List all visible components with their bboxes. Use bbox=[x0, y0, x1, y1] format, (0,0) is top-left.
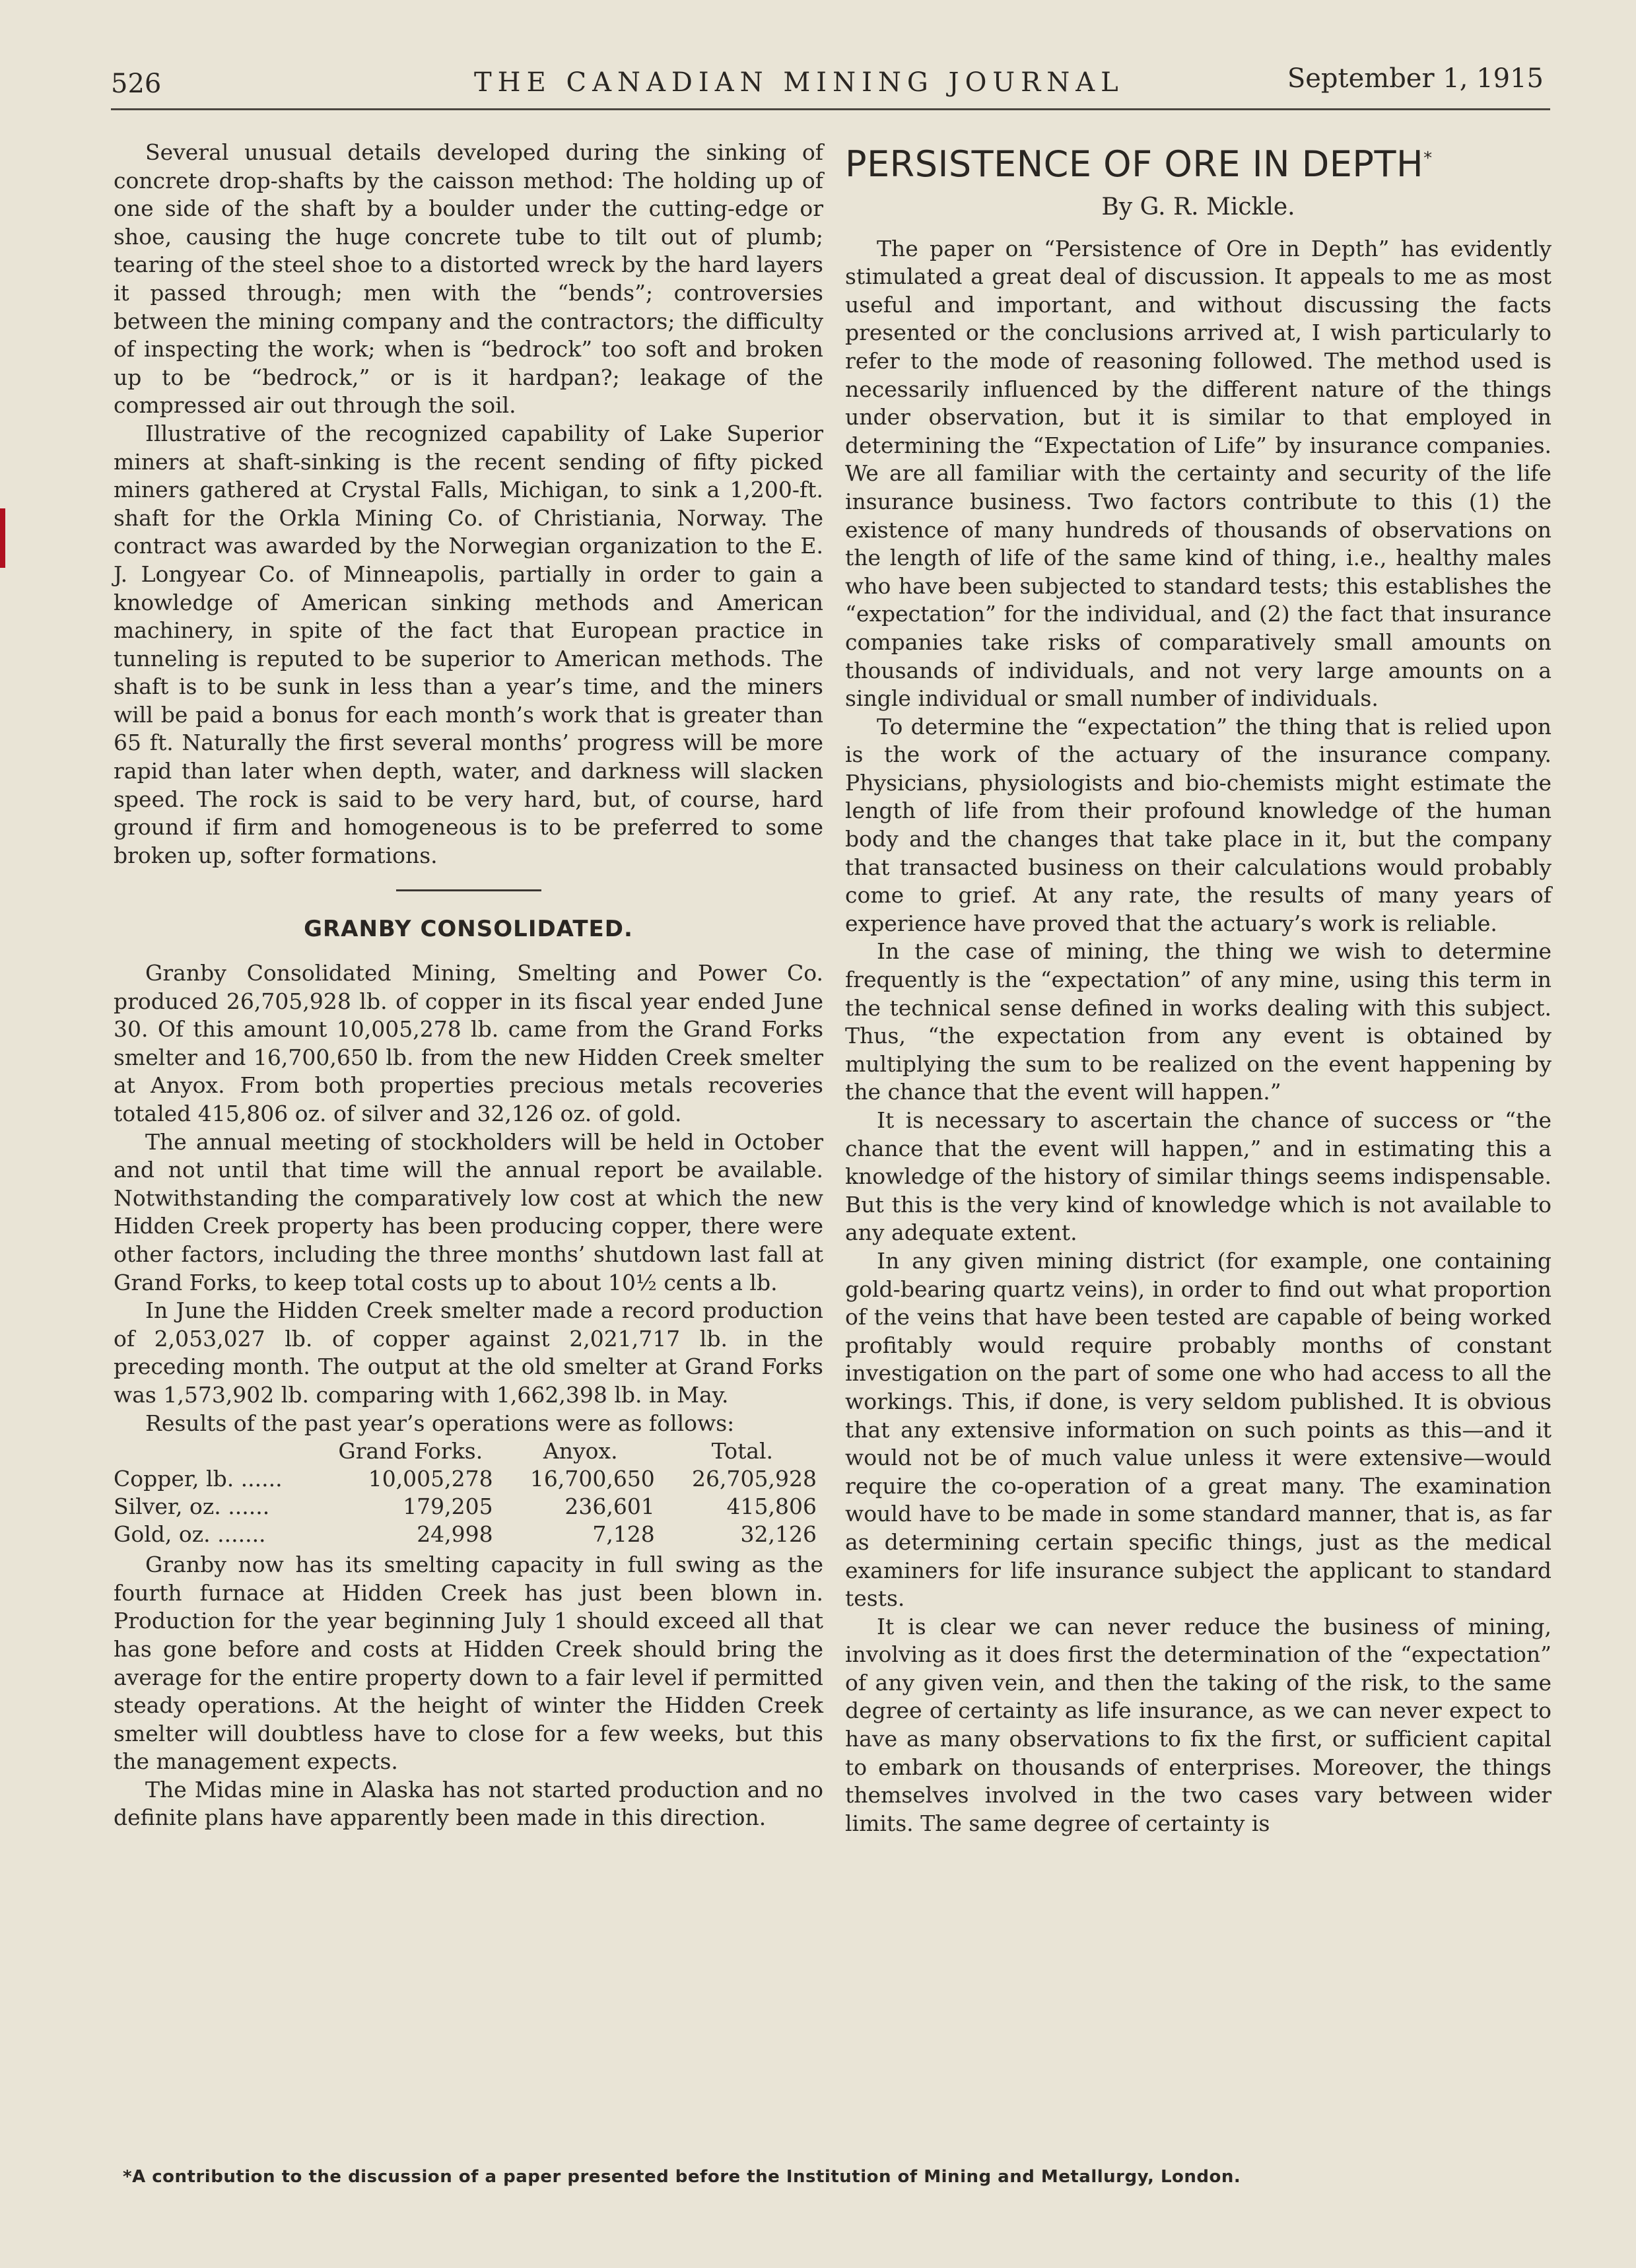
byline: By G. R. Mickle. bbox=[1101, 193, 1295, 221]
paragraph: In any given mining district (for example, one containing gold-bearing quartz veins), in order to find out what proportion of the veins that have been tested are capable of being worked profitably would require probably months of constant investigation on the part of some one who had access to all the workings. This, if done, is very seldom published. It is obvious that any extensive information on such points as this—and it would not be of much value unless it were extensive—would require the co-operation of a great many. The examination would have to be made in some standard manner, that is, as far as determining certain specific things, just as the medical examiners for life insurance subject the applicant to standard tests. bbox=[845, 1247, 1551, 1612]
table-header-row bbox=[114, 1437, 823, 1465]
table-cell: 26,705,928 bbox=[692, 1466, 817, 1492]
paragraph: In the case of mining, the thing we wish to determine frequently is the “expectation” of any mine, using this term in the technical sense defined in works dealing with this subject. Thus, “the expectation from any event is obtained by multiplying the sum to be realized on the event happening by the chance that the event will happen.” bbox=[845, 938, 1551, 1105]
left-column bbox=[114, 139, 823, 1832]
table-row bbox=[114, 1493, 823, 1521]
table-cell: Gold, oz. ....... bbox=[114, 1521, 266, 1548]
results-table bbox=[114, 1437, 823, 1548]
page-header bbox=[111, 61, 1550, 107]
paragraph: Granby Consolidated Mining, Smelting and Power Co. produced 26,705,928 lb. of copper in its fiscal year ended June 30. Of this amount 10,005,278 lb. came from the Grand Forks smelter and 16,700,650 lb. from the new Hidden Creek smelter at Anyox. From both properties precious metals recoveries totaled 415,806 oz. of silver and 32,126 oz. of gold. bbox=[114, 960, 823, 1126]
granby-heading: GRANBY CONSOLIDATED. bbox=[304, 916, 633, 943]
header-rule bbox=[111, 108, 1550, 110]
article-title-text: PERSISTENCE OF ORE IN DEPTH bbox=[845, 143, 1424, 185]
table-cell: 179,205 bbox=[403, 1494, 493, 1520]
paragraph: The paper on “Persistence of Ore in Depth” has evidently stimulated a great deal of discussion. It appeals to me as most useful and important, and without discussing the facts presented or the conclusions arrived at, I wish particularly to refer to the mode of reasoning followed. The method used is necessarily influenced by the different nature of the things under observation, but it is similar to that employed in determining the “Expectation of Life” by insurance companies. We are all familiar with the certainty and security of the life insurance business. Two factors contribute to this (1) the existence of many hundreds of thousands of observations on the length of life of the same kind of thing, i.e., healthy males who have been subjected to standard tests; this establishes the “expectation” for the individual, and (2) the fact that insurance companies take risks of comparatively small amounts on thousands of individuals, and not very large amounts on a single individual or small number of individuals. bbox=[845, 235, 1551, 712]
paragraph: In June the Hidden Creek smelter made a record production of 2,053,027 lb. of copper against 2,021,717 lb. in the preceding month. The output at the old smelter at Grand Forks was 1,573,902 lb. comparing with 1,662,398 lb. in May. bbox=[114, 1297, 823, 1408]
article-title bbox=[845, 139, 1551, 184]
table-cell: 32,126 bbox=[740, 1521, 817, 1548]
paragraph: Several unusual details developed during the sinking of concrete drop-shafts by the caisson method: The holding up of one side of the shaft by a boulder under the cutting-edge or shoe, causing the huge concrete tube to tilt out of plumb; tearing of the steel shoe to a distorted wreck by the hard layers it passed through; men with the “bends”; controversies between the mining company and the contractors; the difficulty of inspecting the work; when is “bedrock” too soft and broken up to be “bedrock,” or is it hardpan?; leakage of the compressed air out through the soil. bbox=[114, 139, 823, 419]
table-cell: Copper, lb. ...... bbox=[114, 1466, 283, 1492]
table-cell: 236,601 bbox=[564, 1494, 655, 1520]
table-header-cell: Grand Forks. bbox=[338, 1438, 483, 1464]
paragraph: Results of the past year’s operations were as follows: bbox=[145, 1410, 735, 1436]
page-edge-mark bbox=[0, 508, 5, 568]
table-cell: Silver, oz. ...... bbox=[114, 1494, 270, 1520]
paragraph: It is clear we can never reduce the business of mining, involving as it does first the determination of the “expectation” of any given vein, and then the taking of the risk, to the same degree of certainty as life insurance, as we can never expect to have as many observations to fix the first, or sufficient capital to embark on thousands of enterprises. Moreover, the things themselves involved in the two cases vary between wider limits. The same degree of certainty is bbox=[845, 1613, 1551, 1836]
right-column bbox=[845, 139, 1551, 1838]
table-cell: 7,128 bbox=[592, 1521, 655, 1548]
table-row bbox=[114, 1521, 823, 1548]
table-row bbox=[114, 1465, 823, 1493]
table-cell: 24,998 bbox=[417, 1521, 493, 1548]
paragraph: The Midas mine in Alaska has not started production and no definite plans have apparently been made in this direction. bbox=[114, 1776, 823, 1831]
table-cell: 10,005,278 bbox=[368, 1466, 493, 1492]
issue-date: September 1, 1915 bbox=[1287, 63, 1544, 94]
table-header-cell: Anyox. bbox=[543, 1438, 618, 1464]
title-footnote-marker: * bbox=[1423, 149, 1433, 168]
paragraph: Illustrative of the recognized capability of Lake Superior miners at shaft-sinking is the recent sending of fifty picked miners gathered at Crystal Falls, Michigan, to sink a 1,200-ft. shaft for the Orkla Mining Co. of Christiania, Norway. The contract was awarded by the Norwegian organization to the E. J. Longyear Co. of Minneapolis, partially in order to gain a knowledge of American sinking methods and American machinery, in spite of the fact that European practice in tunneling is reputed to be superior to American methods. The shaft is to be sunk in less than a year’s time, and the miners will be paid a bonus for each month’s work that is greater than 65 ft. Naturally the first several months’ progress will be more rapid than later when depth, water, and darkness will slacken speed. The rock is said to be very hard, but, of course, hard ground if firm and homogeneous is to be preferred to some broken up, softer formations. bbox=[114, 420, 823, 868]
footnote: *A contribution to the discussion of a paper presented before the Institution of Mining and Metallurgy, London. bbox=[123, 2167, 1241, 2187]
page-number: 526 bbox=[111, 69, 162, 99]
table-header-cell: Total. bbox=[711, 1438, 774, 1464]
table-cell: 415,806 bbox=[726, 1494, 817, 1520]
paragraph: The annual meeting of stockholders will be held in October and not until that time will the annual report be available. Notwithstanding the comparatively low cost at which the new Hidden Creek property has been producing copper, there were other factors, including the three months’ shutdown last fall at Grand Forks, to keep total costs up to about 10½ cents a lb. bbox=[114, 1128, 823, 1295]
table-header-cell bbox=[114, 1437, 322, 1465]
journal-title: THE CANADIAN MINING JOURNAL bbox=[474, 67, 1124, 98]
paragraph: Granby now has its smelting capacity in full swing as the fourth furnace at Hidden Creek has just been blown in. Production for the year beginning July 1 should exceed all that has gone before and costs at Hidden Creek should bring the average for the entire property down to a fair level if permitted steady operations. At the height of winter the Hidden Creek smelter will doubtless have to close for a few weeks, but this the management expects. bbox=[114, 1552, 823, 1775]
paragraph: To determine the “expectation” the thing that is relied upon is the work of the actuary of the insurance company. Physicians, physiologists and bio-chemists might estimate the length of life from their profound knowledge of the human body and the changes that take place in it, but the company that transacted business on their calculations would probably come to grief. At any rate, the results of many years of experience have proved that the actuary’s work is reliable. bbox=[845, 713, 1551, 936]
table-cell: 16,700,650 bbox=[529, 1466, 655, 1492]
paragraph: It is necessary to ascertain the chance of success or “the chance that the event will happen,” and in estimating this a knowledge of the history of similar things seems indispensable. But this is the very kind of knowledge which is not available to any adequate extent. bbox=[845, 1107, 1551, 1246]
section-divider bbox=[396, 889, 541, 891]
